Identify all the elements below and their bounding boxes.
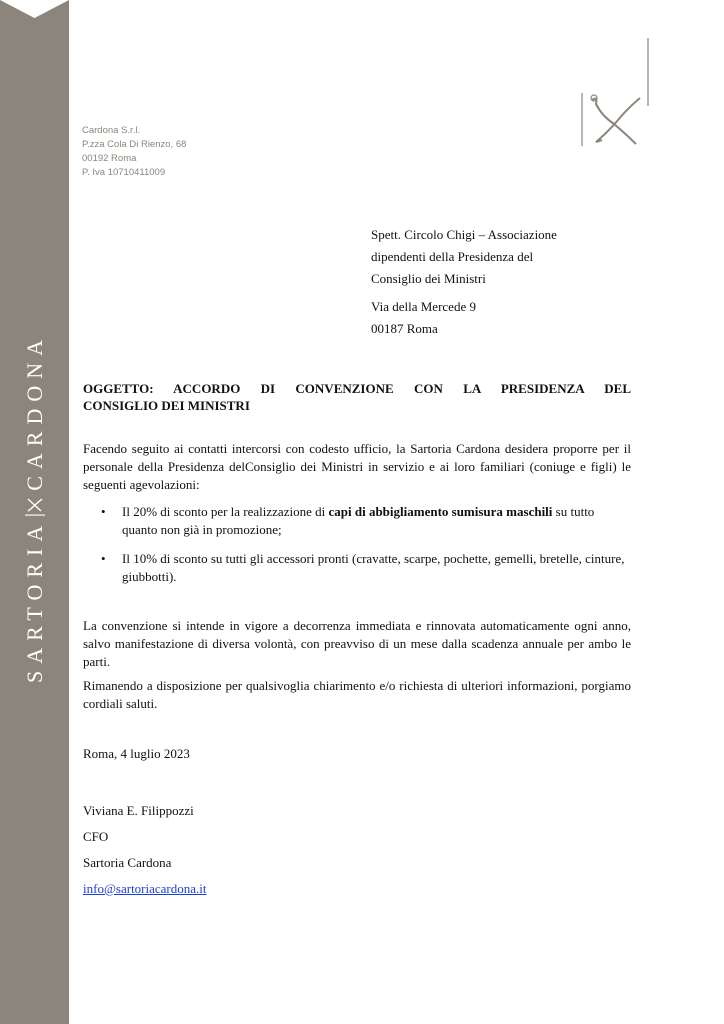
signer-role: CFO xyxy=(83,829,109,844)
closing-paragraph: Rimanendo a disposizione per qualsivoglia chiarimento e/o richiesta di ulteriori informazioni, porgiamo cordiali saluti. xyxy=(83,678,631,711)
company-city: 00192 Roma xyxy=(82,153,137,164)
bullet-1-pre: Il 20% di sconto per la realizzazione di xyxy=(122,504,329,519)
subject-heading xyxy=(83,380,631,414)
signer-name: Viviana E. Filippozzi xyxy=(83,803,194,818)
subject-line-2: CONSIGLIO DEI MINISTRI xyxy=(83,398,250,413)
company-street: P.zza Cola Di Rienzo, 68 xyxy=(82,139,187,150)
signer-company: Sartoria Cardona xyxy=(83,855,172,870)
bullet-1-bold: capi di abbigliamento sumisura maschili xyxy=(328,504,553,519)
scissors-monogram-icon xyxy=(578,38,650,148)
recipient-line-2: dipendenti della Presidenza del xyxy=(371,249,534,264)
email-link[interactable]: info@sartoriacardona.it xyxy=(83,881,207,896)
recipient-line-3: Consiglio dei Ministri xyxy=(371,271,486,286)
signature-block xyxy=(83,798,207,902)
list-item xyxy=(83,503,631,539)
recipient-address-1: Via della Mercede 9 xyxy=(371,299,476,314)
brand-sidebar xyxy=(0,0,69,1024)
bullet-2-text: Il 10% di sconto su tutti gli accessori pronti (cravatte, scarpe, pochette, gemelli, bretelle, cinture, giubbotti). xyxy=(122,551,625,584)
vertical-brand-name xyxy=(22,333,48,683)
letter-date: Roma, 4 luglio 2023 xyxy=(83,746,190,761)
brand-right-text: CARDONA xyxy=(22,332,47,491)
benefits-list xyxy=(83,503,631,597)
intro-paragraph: Facendo seguito ai contatti intercorsi con codesto ufficio, la Sartoria Cardona desidera proporre per il personale della Presidenza delConsiglio dei Ministri in servizio e ai loro familiari (coniuge e figli) le seguenti agevolazioni: xyxy=(83,441,631,492)
recipient-address-2: 00187 Roma xyxy=(371,321,438,336)
company-address-block xyxy=(82,124,186,180)
sidebar-notch xyxy=(0,0,69,20)
recipient-line-1: Spett. Circolo Chigi – Associazione xyxy=(371,227,557,242)
company-vat: P. Iva 10710411009 xyxy=(82,167,166,178)
validity-paragraph: La convenzione si intende in vigore a decorrenza immediata e rinnovata automaticamente ogni anno, salvo manifestazione di diversa volontà, con preavviso di un mese dalla scadenza annuale per ambo le parti. xyxy=(83,618,631,669)
subject-line-1: OGGETTO: ACCORDO DI CONVENZIONE CON LA PRESIDENZA DEL xyxy=(83,381,631,396)
list-item xyxy=(83,550,631,586)
bullet-1-post: su tutto quanto non già in promozione; xyxy=(122,504,595,537)
brand-left-text: SARTORIA xyxy=(22,518,47,684)
scissors-monogram-icon xyxy=(24,497,46,517)
recipient-block xyxy=(371,224,611,340)
company-name: Cardona S.r.l. xyxy=(82,125,141,136)
